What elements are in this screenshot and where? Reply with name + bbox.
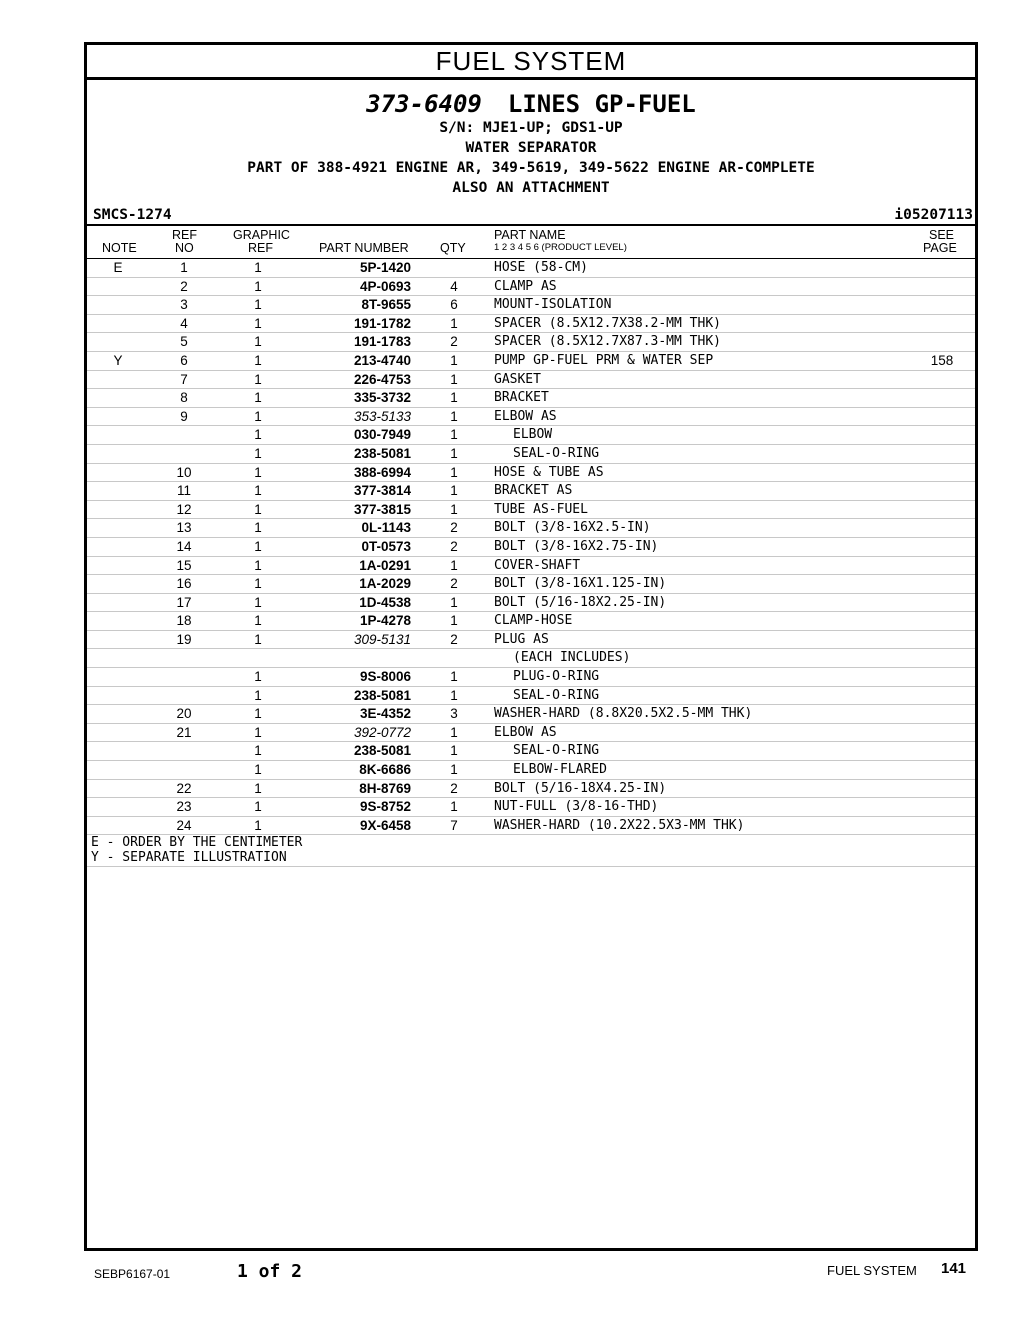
part-number-cell: 3E-4352 [359,706,411,722]
ref-no-cell: 14 [176,538,192,554]
part-of-text: PART OF 388-4921 ENGINE AR, 349-5619, 349-5622 ENGINE AR-COMPLETE [247,160,815,176]
qty-cell: 1 [450,613,458,629]
graphic-ref-cell: 1 [254,371,262,387]
graphic-ref-cell: 1 [254,706,262,722]
table-row [87,538,975,557]
part-number-cell: 8H-8769 [359,780,411,796]
part-name-cell: ELBOW AS [494,724,557,740]
part-name-cell: NUT-FULL (3/8-16-THD) [494,799,659,815]
part-name-cell: GASKET [494,371,541,387]
see-page-cell: 158 [930,352,954,368]
graphic-ref-cell: 1 [254,557,262,573]
qty-cell: 1 [450,371,458,387]
part-number-cell: 191-1782 [353,315,411,331]
ref-no-cell: 4 [180,315,188,331]
ref-no-cell: 18 [176,613,192,629]
part-number-cell: 388-6994 [353,464,411,480]
part-name-cell: SPACER (8.5X12.7X87.3-MM THK) [494,334,721,350]
part-number-cell: 9X-6458 [359,817,411,833]
col-graphic-top: GRAPHIC [233,228,290,242]
part-name-cell: BRACKET AS [494,483,573,499]
group-part-name: LINES GP-FUEL [507,90,696,118]
part-name-cell: BOLT (3/8-16X2.75-IN) [494,538,659,554]
part-name-cell: ELBOW AS [494,408,557,424]
graphic-ref-cell: 1 [254,613,262,629]
part-number-cell: 238-5081 [353,445,411,461]
footer-section: FUEL SYSTEM [827,1263,917,1278]
graphic-ref-cell: 1 [254,743,262,759]
parts-list [87,259,975,835]
ref-no-cell: 8 [180,390,188,406]
part-name-cell: BRACKET [494,390,549,406]
qty-cell: 2 [450,334,458,350]
table-row [87,817,975,836]
part-number-cell: 1A-0291 [359,557,411,573]
table-row [87,445,975,464]
col-product-level: 1 2 3 4 5 6 (PRODUCT LEVEL) [494,242,627,253]
part-name-cell: SPACER (8.5X12.7X38.2-MM THK) [494,315,721,331]
group-part-number: 373-6409 [366,90,482,118]
serial-number: S/N: MJE1-UP; GDS1-UP [439,120,623,136]
col-see-bottom: PAGE [923,241,957,255]
table-row [87,296,975,315]
table-row [87,519,975,538]
table-row [87,501,975,520]
part-number-cell: 309-5131 [353,631,411,647]
graphic-ref-cell: 1 [254,724,262,740]
ref-no-cell: 19 [176,631,192,647]
part-number-cell: 8K-6686 [359,762,411,778]
part-name-cell: ELBOW-FLARED [513,762,607,778]
qty-cell: 1 [450,669,458,685]
part-name-cell: (EACH INCLUDES) [513,650,631,666]
graphic-ref-cell: 1 [254,799,262,815]
table-row [87,482,975,501]
graphic-ref-cell: 1 [254,352,262,368]
ref-no-cell: 10 [176,464,192,480]
smcs-code: SMCS-1274 [93,207,172,223]
graphic-ref-cell: 1 [254,631,262,647]
table-row [87,278,975,297]
part-name-cell: HOSE (58-CM) [494,260,588,275]
qty-cell: 2 [450,631,458,647]
table-row [87,742,975,761]
ref-no-cell: 1 [180,260,188,275]
graphic-ref-cell: 1 [254,278,262,294]
part-name-cell: PUMP GP-FUEL PRM & WATER SEP [494,352,714,368]
table-row [87,612,975,631]
ref-no-cell: 17 [176,594,192,610]
col-part-name: PART NAME [494,228,566,242]
graphic-ref-cell: 1 [254,501,262,517]
graphic-ref-cell: 1 [254,390,262,406]
ref-no-cell: 21 [176,724,192,740]
part-number-cell: 1A-2029 [359,576,411,592]
table-row [87,687,975,706]
graphic-ref-cell: 1 [254,817,262,833]
part-name-cell: CLAMP AS [494,278,557,294]
table-row [87,389,975,408]
part-heading [87,90,975,118]
graphic-ref-cell: 1 [254,334,262,350]
part-name-cell: WASHER-HARD (10.2X22.5X3-MM THK) [494,817,745,833]
graphic-ref-cell: 1 [254,408,262,424]
note-cell: Y [113,352,123,368]
part-number-cell: 238-5081 [353,743,411,759]
part-name-cell: MOUNT-ISOLATION [494,297,612,313]
graphic-ref-cell: 1 [254,762,262,778]
part-name-cell: SEAL-O-RING [513,743,600,759]
qty-cell: 1 [450,687,458,703]
part-number-cell: 191-1783 [353,334,411,350]
qty-cell: 1 [450,743,458,759]
graphic-ref-cell: 1 [254,576,262,592]
col-ref-top: REF [172,228,197,242]
qty-cell: 2 [450,780,458,796]
qty-cell: 1 [450,762,458,778]
ref-no-cell: 3 [180,297,188,313]
part-header [87,80,975,224]
qty-cell: 1 [450,427,458,443]
part-number-cell: 0T-0573 [361,538,411,554]
table-row [87,649,975,668]
part-number-cell: 9S-8752 [359,799,411,815]
part-number-cell: 4P-0693 [359,278,411,294]
graphic-ref-cell: 1 [254,260,262,275]
part-name-cell: WASHER-HARD (8.8X20.5X2.5-MM THK) [494,706,753,722]
qty-cell: 1 [450,799,458,815]
doc-number: SEBP6167-01 [94,1267,171,1281]
qty-cell: 1 [450,315,458,331]
graphic-ref-cell: 1 [254,520,262,536]
qty-cell: 2 [450,538,458,554]
page-of: 1 of 2 [237,1261,303,1282]
part-name-cell: HOSE & TUBE AS [494,464,604,480]
graphic-ref-cell: 1 [254,594,262,610]
table-row [87,408,975,427]
page-frame [84,42,978,1251]
qty-cell: 1 [450,445,458,461]
note-e: E - ORDER BY THE CENTIMETER [91,835,303,851]
graphic-ref-cell: 1 [254,297,262,313]
ref-no-cell: 13 [176,520,192,536]
part-name-cell: SEAL-O-RING [513,445,600,461]
table-row [87,426,975,445]
part-name-cell: SEAL-O-RING [513,687,600,703]
attachment-text: ALSO AN ATTACHMENT [452,180,610,196]
table-row [87,315,975,334]
graphic-ref-cell: 1 [254,687,262,703]
part-name-cell: BOLT (5/16-18X4.25-IN) [494,780,667,796]
ref-no-cell: 6 [180,352,188,368]
ref-no-cell: 24 [176,817,192,833]
col-part-number: PART NUMBER [319,241,409,255]
page-footer [0,1255,1020,1295]
qty-cell: 6 [450,297,458,313]
part-name-cell: PLUG-O-RING [513,669,600,685]
ref-no-cell: 11 [176,483,191,499]
col-see-top: SEE [929,228,955,242]
table-row [87,259,975,278]
graphic-ref-cell: 1 [254,483,262,499]
graphic-ref-cell: 1 [254,669,262,685]
table-row [87,333,975,352]
ref-no-cell: 5 [180,334,188,350]
col-ref-bottom: NO [175,241,194,255]
page-number: 141 [941,1260,967,1277]
table-row [87,761,975,780]
graphic-ref-cell: 1 [254,315,262,331]
ref-no-cell: 12 [176,501,192,517]
ref-no-cell: 9 [180,408,188,424]
qty-cell: 1 [450,557,458,573]
ref-no-cell: 20 [176,706,192,722]
qty-cell: 3 [450,706,458,722]
graphic-ref-cell: 1 [254,780,262,796]
qty-cell: 2 [450,520,458,536]
qty-cell: 2 [450,576,458,592]
qty-cell: 4 [450,278,458,294]
part-number-cell: 238-5081 [353,687,411,703]
ref-no-cell: 15 [176,557,192,573]
table-row [87,594,975,613]
table-row [87,575,975,594]
notes-legend [87,835,975,867]
qty-cell: 1 [450,408,458,424]
qty-cell: 1 [450,594,458,610]
graphic-ref-cell: 1 [254,427,262,443]
table-row [87,705,975,724]
graphic-ref-cell: 1 [254,464,262,480]
part-number-cell: 213-4740 [353,352,411,368]
table-row [87,798,975,817]
part-number-cell: 030-7949 [353,427,411,443]
illustration-id: i05207113 [894,207,973,223]
table-row [87,668,975,687]
graphic-ref-cell: 1 [254,445,262,461]
graphic-ref-cell: 1 [254,538,262,554]
part-number-cell: 377-3815 [353,501,411,517]
col-graphic-bottom: REF [248,241,273,255]
qty-cell: 1 [450,501,458,517]
table-row [87,631,975,650]
table-row [87,464,975,483]
part-number-cell: 377-3814 [353,483,411,499]
table-row [87,724,975,743]
part-name-cell: COVER-SHAFT [494,557,581,573]
table-row [87,352,975,371]
part-number-cell: 226-4753 [353,371,411,387]
part-number-cell: 5P-1420 [359,260,411,275]
qty-cell: 1 [450,483,458,499]
part-name-cell: BOLT (3/8-16X1.125-IN) [494,576,667,592]
part-number-cell: 335-3732 [353,390,411,406]
part-number-cell: 392-0772 [353,724,411,740]
ref-no-cell: 7 [180,371,188,387]
qty-cell: 1 [450,390,458,406]
part-number-cell: 1D-4538 [359,594,411,610]
part-number-cell: 1P-4278 [359,613,411,629]
col-note: NOTE [102,241,137,255]
part-number-cell: 353-5133 [353,408,411,424]
part-name-cell: ELBOW [513,427,553,443]
table-row [87,557,975,576]
part-name-cell: TUBE AS-FUEL [494,501,588,517]
note-cell: E [113,260,123,275]
ref-no-cell: 22 [176,780,192,796]
col-qty: QTY [440,241,466,255]
qty-cell: 7 [450,817,458,833]
part-name-cell: BOLT (3/8-16X2.5-IN) [494,520,651,536]
qty-cell: 1 [450,464,458,480]
part-number-cell: 0L-1143 [361,520,411,536]
ref-no-cell: 23 [176,799,192,815]
qty-cell: 1 [450,352,458,368]
part-number-cell: 8T-9655 [361,297,411,313]
ref-no-cell: 16 [176,576,192,592]
page-title: FUEL SYSTEM [87,45,975,80]
column-headers [87,224,975,259]
part-name-cell: PLUG AS [494,631,549,647]
part-number-cell: 9S-8006 [359,669,411,685]
table-row [87,780,975,799]
note-y: Y - SEPARATE ILLUSTRATION [91,850,287,866]
qty-cell: 1 [450,724,458,740]
header-subtitle: WATER SEPARATOR [465,140,597,156]
part-name-cell: CLAMP-HOSE [494,613,573,629]
part-name-cell: BOLT (5/16-18X2.25-IN) [494,594,667,610]
ref-no-cell: 2 [180,278,188,294]
table-row [87,371,975,390]
